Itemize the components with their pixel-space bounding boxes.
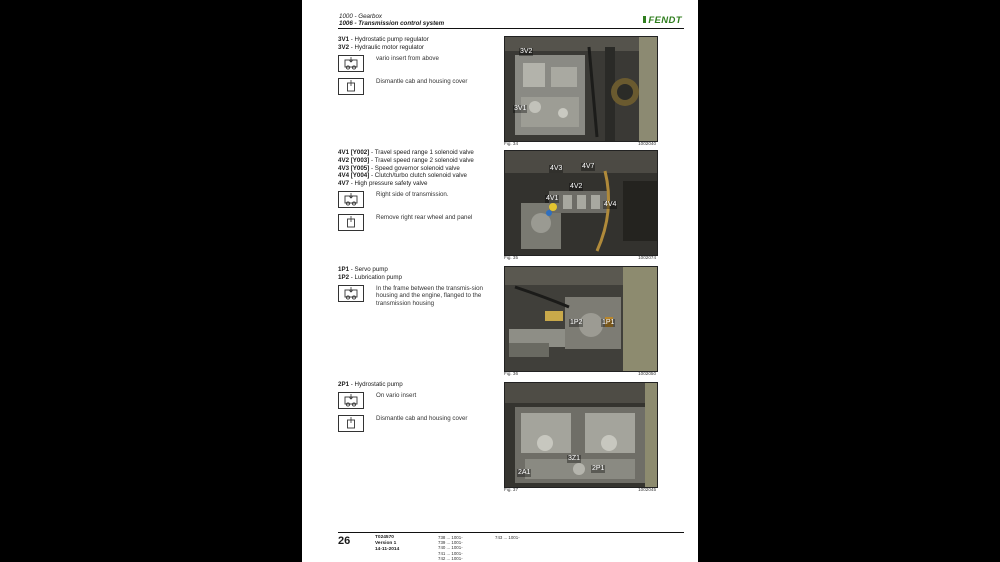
- section-title: 1006 - Transmission control system: [339, 20, 445, 28]
- component-line: 3V1 - Hydrostatic pump regulator: [338, 36, 429, 43]
- model-entry: 743 ... 1001-: [495, 535, 520, 540]
- component-line: 1P1 - Servo pump: [338, 266, 388, 273]
- figure-37-photo: [504, 382, 658, 488]
- component-line: 4V7 - High pressure safety valve: [338, 180, 428, 188]
- figure-label: 2A1: [518, 469, 531, 476]
- dismantle-icon: [338, 415, 364, 432]
- component-line: 4V2 [Y003] - Travel speed range 2 solenoid valve: [338, 156, 474, 164]
- instruction-text: In the frame between the transmis-sion housing and the engine, flanged to the transmission housing: [376, 284, 483, 307]
- instruction-row: [338, 392, 498, 411]
- instruction-text: Dismantle cab and housing cover: [376, 414, 468, 422]
- dismantle-icon: [338, 78, 364, 95]
- component-line: 4V4 [Y004] - Clutch/turbo clutch solenoid valve: [338, 172, 467, 180]
- instruction-text: On vario insert: [376, 391, 417, 399]
- model-entry: 741 ... 1001-: [438, 550, 463, 556]
- instruction-row: [338, 55, 498, 74]
- figure-label: 4V4: [604, 201, 617, 208]
- figure-label: 4V1: [546, 195, 559, 202]
- figure-caption: Fig. 36 1002050: [504, 371, 656, 376]
- dismantle-icon: [338, 214, 364, 231]
- instruction-text: Remove right rear wheel and panel: [376, 213, 473, 221]
- footer-divider: [338, 532, 684, 533]
- component-block-4v: [338, 149, 498, 233]
- document-number: T024570: [375, 535, 394, 540]
- model-entry: 740 ... 1001-: [438, 545, 463, 551]
- location-icon: [338, 191, 364, 208]
- page-header: [339, 13, 444, 28]
- model-list: [495, 535, 520, 540]
- figure-label: 2P1: [592, 465, 605, 472]
- header-divider: [338, 28, 684, 29]
- component-block-2p: [338, 381, 498, 434]
- logo-mark-icon: [643, 16, 647, 24]
- figure-35-photo: [504, 150, 658, 256]
- figure-label: 1P2: [570, 319, 583, 326]
- instruction-text: vario insert from above: [376, 54, 439, 62]
- instruction-row: [338, 191, 498, 210]
- figure-34-photo: [504, 36, 658, 142]
- document-date: 14-11-2014: [375, 546, 400, 552]
- page-number: 26: [338, 535, 351, 547]
- component-line: 2P1 - Hydrostatic pump: [338, 381, 403, 388]
- figure-36-photo: [504, 266, 658, 372]
- figure-label: 4V7: [582, 163, 595, 170]
- component-line: 4V3 [Y005] - Speed governor solenoid valve: [338, 164, 460, 172]
- instruction-row: [338, 415, 498, 434]
- figure-label: 3V1: [514, 105, 527, 112]
- figure-label: 1P1: [602, 319, 615, 326]
- model-entry: 738 ... 1001-: [438, 535, 463, 540]
- figure-label: 3V2: [520, 48, 533, 55]
- figure-caption: Fig. 34 1002040: [504, 141, 656, 146]
- figure-label: 4V3: [550, 165, 563, 172]
- figure-caption: Fig. 35 1002074: [504, 255, 656, 260]
- figure-label: 3Z1: [568, 455, 581, 462]
- component-line: 4V1 [Y002] - Travel speed range 1 solenoid valve: [338, 149, 474, 156]
- brand-logo: FENDT: [648, 15, 682, 26]
- component-line: 3V2 - Hydraulic motor regulator: [338, 43, 424, 51]
- model-entry: 742 ... 1001-: [438, 555, 463, 561]
- document-meta: [375, 535, 399, 552]
- location-icon: [338, 55, 364, 72]
- instruction-row: [338, 214, 498, 233]
- location-icon: [338, 285, 364, 302]
- figure-caption: Fig. 37 1002045: [504, 487, 656, 492]
- document-version: Version 1: [375, 540, 397, 546]
- model-list: [438, 535, 463, 561]
- location-icon: [338, 392, 364, 409]
- model-entry: 739 ... 1001-: [438, 540, 463, 546]
- chapter-title: 1000 - Gearbox: [339, 13, 382, 20]
- instruction-text: Right side of transmission.: [376, 190, 449, 198]
- instruction-row: [338, 285, 498, 311]
- figure-label: 4V2: [570, 183, 583, 190]
- manual-page: [302, 0, 698, 562]
- instruction-row: [338, 78, 498, 97]
- component-line: 1P2 - Lubrication pump: [338, 273, 402, 281]
- component-block-3v: [338, 36, 498, 97]
- component-block-1p: [338, 266, 498, 311]
- instruction-text: Dismantle cab and housing cover: [376, 77, 468, 85]
